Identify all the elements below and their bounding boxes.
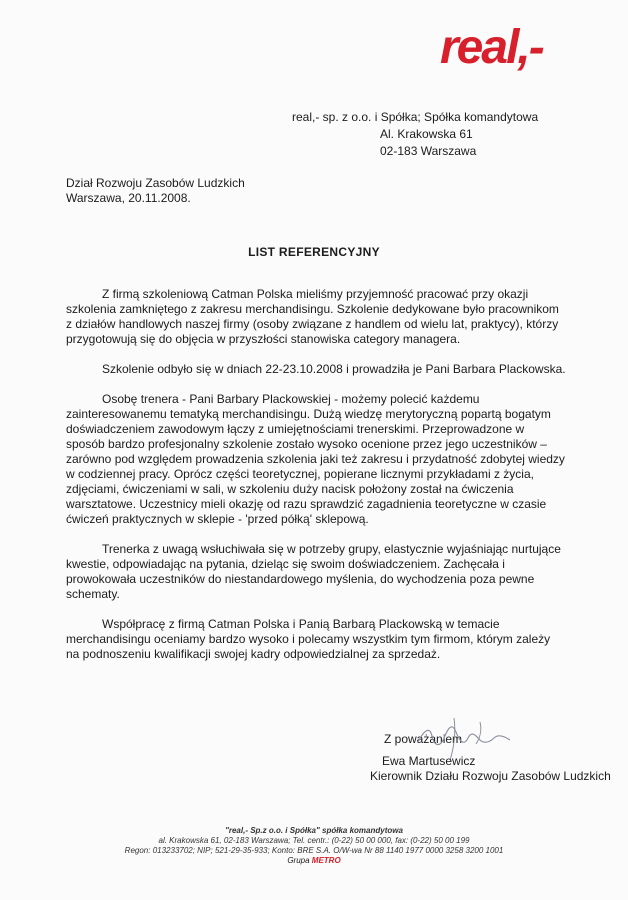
footer-group-label: Grupa [287, 856, 310, 865]
paragraph: Osobę trenera - Pani Barbary Plackowskiej - możemy polecić każdemu zainteresowanemu tematyką merchandisingu. Dużą wiedzę merytoryczną popartą bogatym doświadczeniem zawodowym łączy z umiejętnościami trenerskimi. Przeprowadzone w sposób bardzo profesjonalny szkolenie zostało wysoko ocenione przez jego uczestników – zarówno pod względem prowadzenia szkolenia jaki też zakresu i przydatność zdobytej wiedzy w codziennej pracy. Oprócz części teoretycznej, popierane licznymi przykładami z życia, zdjęciami, ćwiczeniami w sali, w szkoleniu duży nacisk położony został na ćwiczenia warsztatowe. Uczestnicy mieli okazję od razu sprawdzić zagadnienia teoretyczne w czasie ćwiczeń praktycznych w sklepie - 'przed półką' sklepową. [66, 392, 565, 526]
footer-group [0, 856, 628, 866]
sender-company: real,- sp. z o.o. i Spółka; Spółka komandytowa [292, 110, 539, 124]
paragraph: Trenerka z uwagą wsłuchiwała się w potrzeby grupy, elastycznie wyjaśniając nurtujące kwestie, odpowiadając na pytania, dzieląc się swoim doświadczeniem. Zachęcała i prowokowała uczestników do niestandardowego myślenia, do wychodzenia poza pewne schematy. [66, 542, 561, 601]
sender-street: Al. Krakowska 61 [380, 127, 473, 141]
footer-address: al. Krakowska 61, 02-183 Warszawa; Tel. centr.: (0-22) 50 00 000, fax: (0-22) 50 00 199 [158, 836, 470, 845]
footer-registration: Regon: 013233702; NIP; 521-29-35-933; Konto: BRE S.A. O/W-wa Nr 88 1140 1977 0000 3258 3200 1001 [124, 846, 504, 855]
signer-name: Ewa Martusewicz [382, 754, 476, 768]
footer-company: "real,- Sp.z o.o. i Spółka" spółka komandytowa [225, 826, 403, 835]
letter-title: LIST REFERENCYJNY [248, 245, 380, 259]
paragraph: Szkolenie odbyło się w dniach 22-23.10.2008 i prowadziła je Pani Barbara Plackowska. [102, 362, 566, 376]
sender-address [292, 109, 538, 160]
sender-city: 02-183 Warszawa [380, 144, 477, 158]
department-block [66, 176, 245, 206]
signer-block [370, 754, 611, 784]
closing-phrase: Z poważaniem [384, 732, 463, 746]
real-logo: real,- [440, 21, 543, 74]
letter-footer [0, 826, 628, 866]
signer-position: Kierownik Działu Rozwoju Zasobów Ludzkich [370, 769, 611, 783]
department-name: Dział Rozwoju Zasobów Ludzkich [66, 176, 245, 190]
place-date: Warszawa, 20.11.2008. [66, 191, 191, 205]
paragraph: Współpracę z firmą Catman Polska i Panią Barbarą Plackowską w temacie merchandisingu oceniamy bardzo wysoko i polecamy wszystkim tym firmom, którym zależy na podnoszeniu kwalifikacji swojej kadry odpowiedzialnej za sprzedaż. [66, 617, 551, 661]
letter-body [66, 287, 566, 677]
paragraph: Z firmą szkoleniową Catman Polska mieliśmy przyjemność pracować przy okazji szkolenia zamkniętego z zakresu merchandisingu. Szkolenie dedykowane było pracownikom z działów handlowych naszej firmy (osoby związane z handlem od wielu lat, praktycy), którzy przygotowują się do objęcia w przyszłości stanowiska category managera. [66, 287, 559, 346]
metro-logo: METRO [311, 856, 341, 865]
